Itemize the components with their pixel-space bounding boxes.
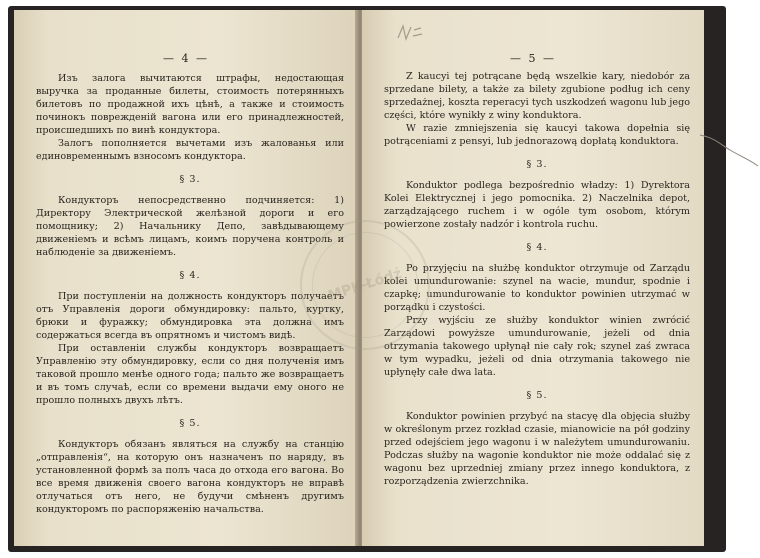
section-heading: § 3.: [526, 159, 548, 170]
paragraph: Z kaucyi tej potrącane będą wszelkie kary, niedobór za sprzedane bilety, a także za bilety zgubione podług ich ceny sprzedażnej, koszta reperacyi tych uszkodzeń wagonu lub jego części, które wynikły z winy konduktora.: [384, 71, 690, 121]
paragraph: W razie zmniejszenia się kaucyi takowa dopełnia się potrąceniami z pensyi, lub jednorazową dopłatą konduktora.: [384, 123, 690, 147]
paragraph: Залогъ пополняется вычетами изъ жалованья или единовременнымъ взносомъ кондуктора.: [36, 138, 344, 162]
paragraph: Po przyjęciu na służbę konduktor otrzymuje od Zarządu kolei umundurowanie: szynel na wacie, mundur, spodnie i czapkę; umundurowanie to konduktor powinien utrzymać w porządku i czystości.: [384, 263, 690, 313]
paragraph: Кондукторъ обязанъ являться на службу на станцію „отправленія“, на которую онъ назначенъ по наряду, въ установленной формѣ за полъ часа до отхода его вагона. Во все время движенія своего вагона кондукторъ не вправѣ отлучаться отъ него, не будучи смѣненъ другимъ кондукторомъ по распоряженію начальства.: [36, 439, 344, 515]
paragraph: Przy wyjściu ze służby konduktor winien zwrócić Zarządowi powyższe umundurowanie, jeżeli od dnia otrzymania takowego upłynął nie cały rok; szynel zaś zwraca w tym wypadku, jeżeli od dnia otrzymania takowego nie upłynęły całe dwa lata.: [384, 315, 690, 378]
paragraph: Изъ залога вычитаются штрафы, недостающая выручка за проданные билеты, стоимость потерянныхъ билетовъ по продажной ихъ цѣнѣ, а также и стоимость починокъ поврежденій вагона или его принадлежностей, происшедшихъ по винѣ кондуктора.: [36, 73, 344, 136]
section-heading: § 5.: [179, 418, 201, 429]
pencil-scribble-icon: [395, 22, 425, 44]
paragraph: При поступленіи на должность кондукторъ получаетъ отъ Управленія дороги обмундировку: пальто, куртку, брюки и фуражку; обмундировка эта должна имъ содержаться всегда въ опрятномъ и чистомъ видѣ.: [36, 291, 344, 341]
section-heading: § 3.: [179, 174, 201, 185]
left-page-text: [36, 72, 344, 516]
paragraph: Konduktor powinien przybyć na stacyę dla objęcia służby w określonym przez rozkład czasie, mianowicie na pół godziny przed odejściem jego wagonu i w należytem umundurowaniu. Podczas służby na wagonie konduktor nie może oddalać się z wagonu bez uprzedniej zmiany przez innego konduktora, z rozporządzenia zwierzchnika.: [384, 411, 690, 487]
section-heading: § 4.: [526, 242, 548, 253]
section-heading: § 4.: [179, 270, 201, 281]
paragraph: При оставленіи службы кондукторъ возвращаетъ Управленію эту обмундировку, если со дня полученія имъ таковой прошло менѣе одного года; пальто же возвращаетъ и въ томъ случаѣ, если со времени выдачи ему оного не прошло полныхъ двухъ лѣтъ.: [36, 343, 344, 406]
page-number-right: — 5 —: [510, 52, 556, 65]
watermark-stamp: MPK-Łódź: [283, 203, 447, 367]
page-number-left: — 4 —: [163, 52, 209, 65]
paragraph: Konduktor podlega bezpośrednio władzy: 1) Dyrektora Kolei Elektrycznej i jego pomocnika. 2) Naczelnika depot, zarządzającego ruchem i w ogóle tym osobom, którym powierzone zostały nadzór i kontrola ruchu.: [384, 180, 690, 230]
paragraph: Кондукторъ непосредственно подчиняется: 1) Директору Электрической желѣзной дороги и его помощнику; 2) Начальнику Депо, завѣдывающему движеніемъ и всѣмъ лицамъ, коимъ поручена контроль и наблюденіе за движеніемъ.: [36, 195, 344, 258]
loose-thread-icon: [700, 130, 760, 170]
section-heading: § 5.: [526, 390, 548, 401]
